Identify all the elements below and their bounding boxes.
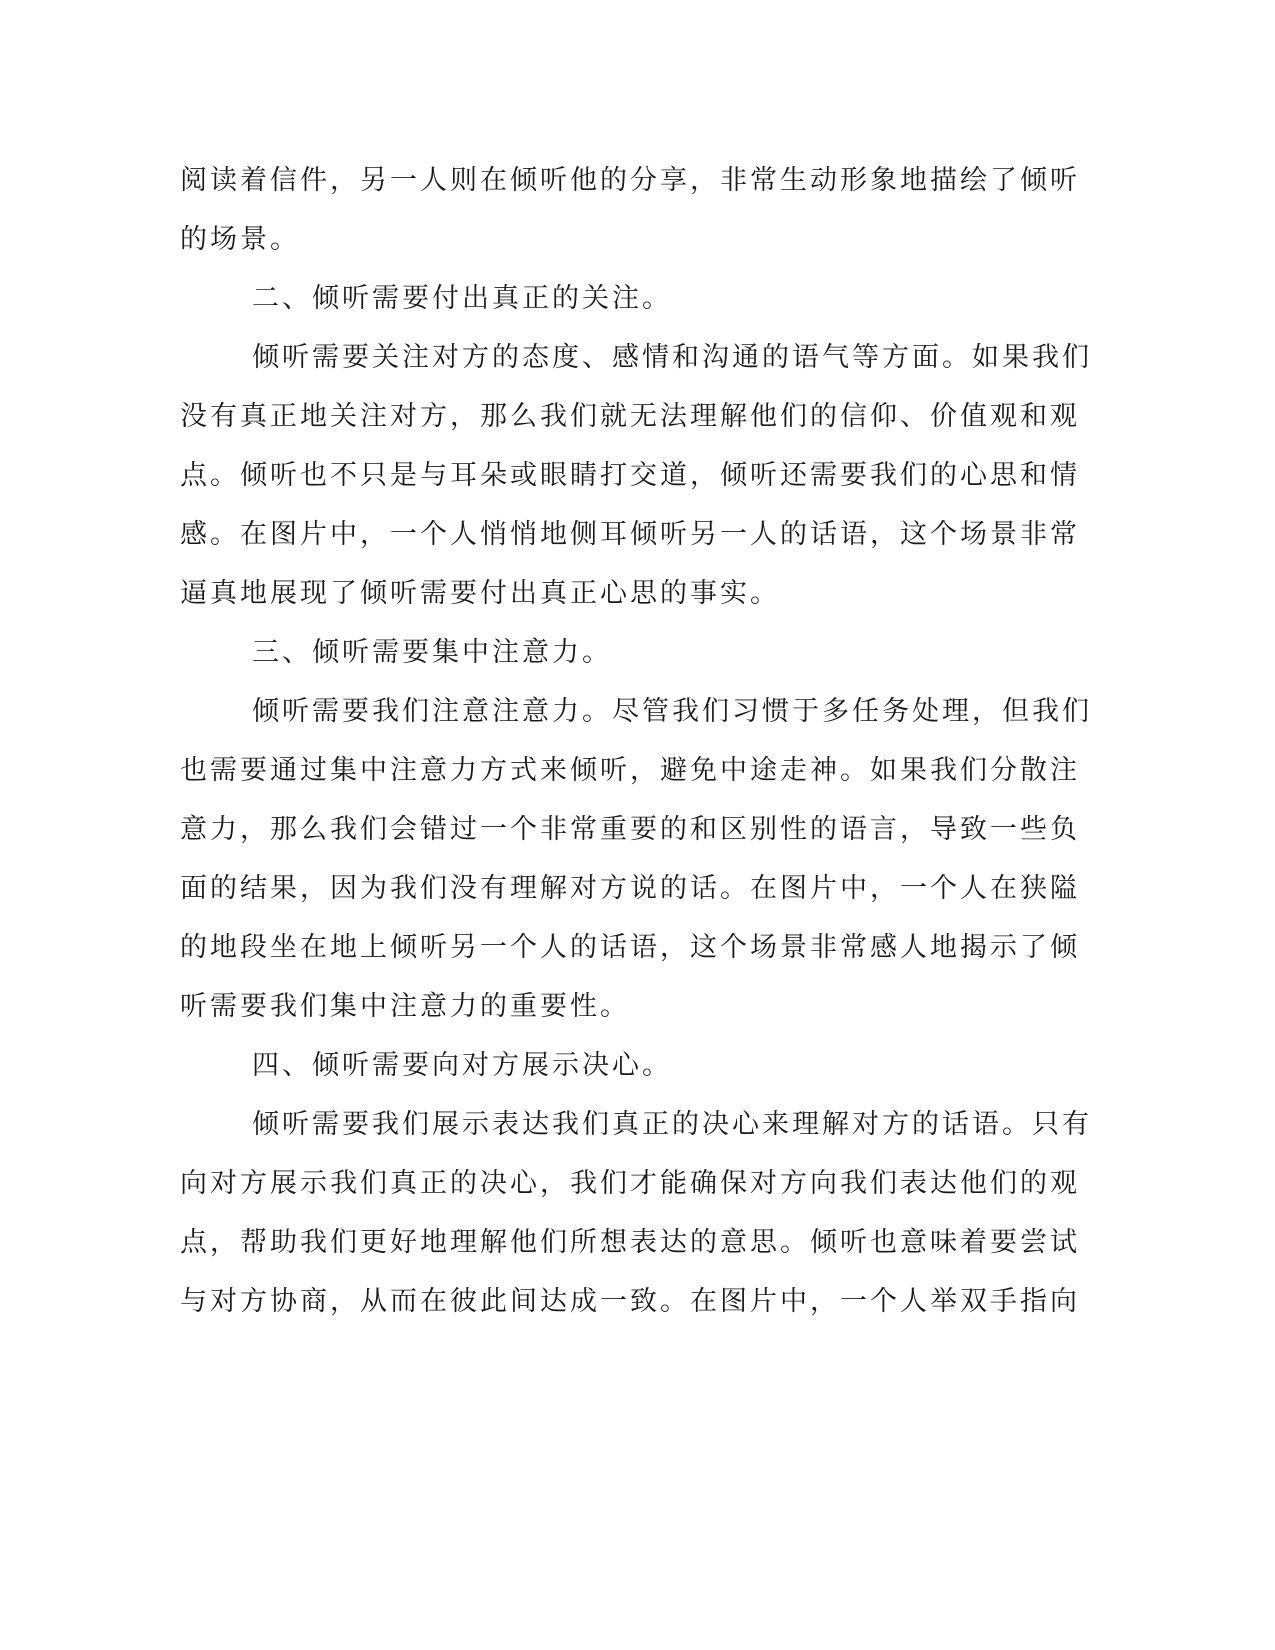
text-line: 意力，那么我们会错过一个非常重要的和区别性的语言，导致一些负	[180, 814, 1080, 845]
section-heading: 三、倾听需要集中注意力。	[252, 637, 612, 668]
section-heading: 四、倾听需要向对方展示决心。	[252, 1050, 672, 1081]
text-line: 点，帮助我们更好地理解他们所想表达的意思。倾听也意味着要尝试	[180, 1227, 1080, 1258]
text-line: 逼真地展现了倾听需要付出真正心思的事实。	[180, 578, 780, 609]
text-line: 倾听需要我们展示表达我们真正的决心来理解对方的话语。只有	[252, 1109, 1092, 1140]
text-line: 听需要我们集中注意力的重要性。	[180, 991, 630, 1022]
text-line: 感。在图片中，一个人悄悄地侧耳倾听另一人的话语，这个场景非常	[180, 519, 1080, 550]
text-line: 面的结果，因为我们没有理解对方说的话。在图片中，一个人在狭隘	[180, 873, 1080, 904]
text-line: 的地段坐在地上倾听另一个人的话语，这个场景非常感人地揭示了倾	[180, 932, 1080, 963]
text-line: 也需要通过集中注意力方式来倾听，避免中途走神。如果我们分散注	[180, 755, 1080, 786]
text-line: 倾听需要关注对方的态度、感情和沟通的语气等方面。如果我们	[252, 342, 1092, 373]
text-line: 倾听需要我们注意注意力。尽管我们习惯于多任务处理，但我们	[252, 696, 1092, 727]
text-line: 与对方协商，从而在彼此间达成一致。在图片中，一个人举双手指向	[180, 1286, 1080, 1317]
section-heading: 二、倾听需要付出真正的关注。	[252, 283, 672, 314]
text-line: 的场景。	[180, 224, 300, 255]
text-line: 阅读着信件，另一人则在倾听他的分享，非常生动形象地描绘了倾听	[180, 165, 1080, 196]
text-line: 点。倾听也不只是与耳朵或眼睛打交道，倾听还需要我们的心思和情	[180, 460, 1080, 491]
text-line: 向对方展示我们真正的决心，我们才能确保对方向我们表达他们的观	[180, 1168, 1080, 1199]
text-line: 没有真正地关注对方，那么我们就无法理解他们的信仰、价值观和观	[180, 401, 1080, 432]
document-page	[180, 151, 1092, 1331]
